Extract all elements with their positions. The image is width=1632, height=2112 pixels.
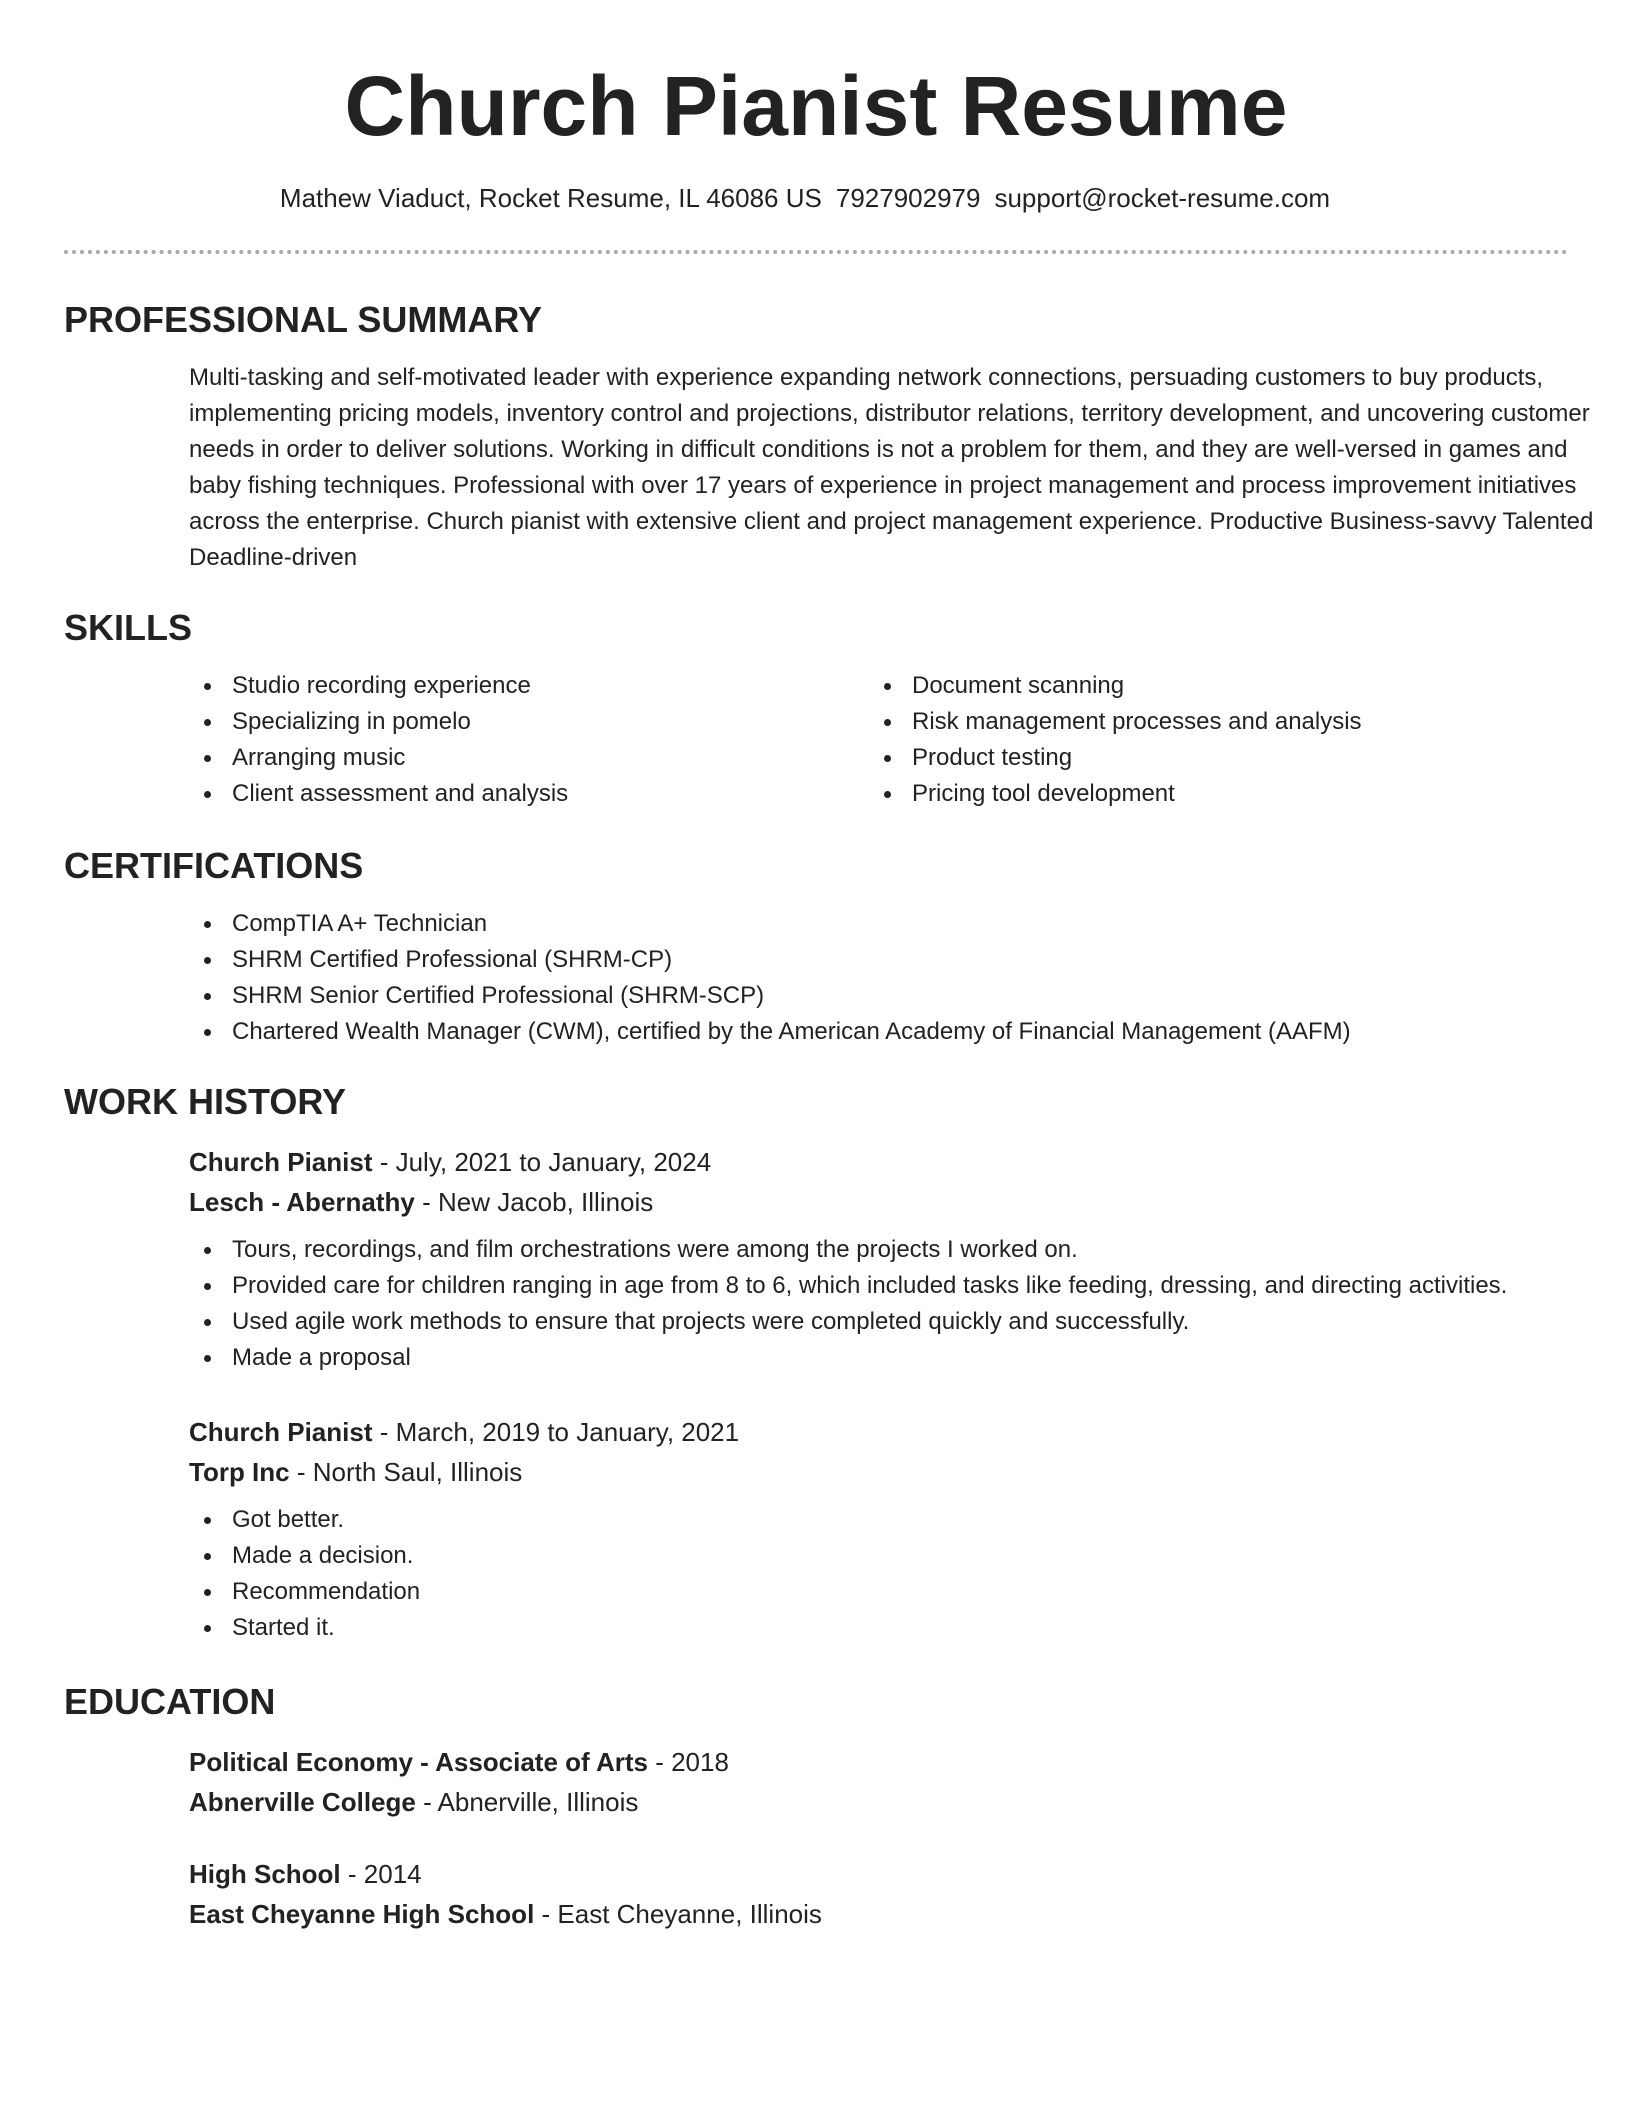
certification-item: Chartered Wealth Manager (CWM), certified by the American Academy of Financial Management (AAFM) (189, 1014, 1568, 1050)
certifications-list (189, 906, 1568, 1050)
job-bullets (189, 1232, 1568, 1376)
contact-line (0, 180, 1610, 216)
education-degree: High School (189, 1859, 341, 1889)
job-bullets (189, 1502, 1568, 1646)
education-school-line (189, 1894, 1568, 1934)
skill-item: Client assessment and analysis (189, 776, 869, 812)
education-school: East Cheyanne High School (189, 1899, 535, 1929)
job-location: - North Saul, Illinois (289, 1457, 523, 1487)
job-bullet: Got better. (189, 1502, 1568, 1538)
job-bullet: Provided care for children ranging in age from 8 to 6, which included tasks like feeding, dressing, and directing activities. (189, 1268, 1568, 1304)
skills-list-right (869, 668, 1549, 812)
education-location: - East Cheyanne, Illinois (534, 1899, 822, 1929)
job-company-line (189, 1182, 1568, 1222)
job-title: Church Pianist (189, 1417, 373, 1447)
skills-section (64, 606, 1568, 812)
job-bullet: Recommendation (189, 1574, 1568, 1610)
education-entry (189, 1742, 1568, 1822)
skill-item: Risk management processes and analysis (869, 704, 1549, 740)
education-heading: EDUCATION (64, 1681, 276, 1722)
job-company-line (189, 1452, 1568, 1492)
job-dates: - July, 2021 to January, 2024 (372, 1147, 712, 1177)
summary-section (64, 298, 1594, 576)
job-dates: - March, 2019 to January, 2021 (372, 1417, 740, 1447)
job-bullet: Tours, recordings, and film orchestrations were among the projects I worked on. (189, 1232, 1568, 1268)
education-entry (189, 1854, 1568, 1934)
certifications-heading: CERTIFICATIONS (64, 845, 364, 886)
education-year: - 2018 (647, 1747, 729, 1777)
work-history-heading: WORK HISTORY (64, 1081, 347, 1122)
job-entry (189, 1142, 1568, 1376)
job-bullet: Used agile work methods to ensure that projects were completed quickly and successfully. (189, 1304, 1568, 1340)
education-section (64, 1680, 1568, 1934)
skill-item: Studio recording experience (189, 668, 869, 704)
certification-item: CompTIA A+ Technician (189, 906, 1568, 942)
education-degree-line (189, 1742, 1568, 1782)
job-title-line (189, 1412, 1568, 1452)
job-company: Lesch - Abernathy (189, 1187, 415, 1217)
summary-heading: PROFESSIONAL SUMMARY (64, 299, 543, 340)
job-title-line (189, 1142, 1568, 1182)
job-bullet: Made a decision. (189, 1538, 1568, 1574)
skills-columns (189, 668, 1568, 812)
summary-text: Multi-tasking and self-motivated leader with experience expanding network connections, persuading customers to buy products, implementing pricing models, inventory control and projections, distributor relations, territory development, and uncovering customer needs in order to deliver solutions. Working in difficult conditions is not a problem for them, and they are well-versed in games and baby fishing techniques. Professional with over 17 years of experience in project management and process improvement initiatives across the enterprise. Church pianist with extensive client and project management experience. Productive Business-savvy Talented Deadline-driven (189, 364, 1594, 571)
job-company: Torp Inc (189, 1457, 290, 1487)
skills-list-left (189, 668, 869, 812)
education-school: Abnerville College (189, 1787, 416, 1817)
certification-item: SHRM Certified Professional (SHRM-CP) (189, 942, 1568, 978)
contact-address: Mathew Viaduct, Rocket Resume, IL 46086 US (279, 183, 822, 213)
education-location: - Abnerville, Illinois (415, 1787, 639, 1817)
skills-heading: SKILLS (64, 607, 193, 648)
certifications-section (64, 844, 1568, 1050)
skill-item: Arranging music (189, 740, 869, 776)
education-degree-line (189, 1854, 1568, 1894)
work-history-section (64, 1080, 1568, 1646)
education-school-line (189, 1782, 1568, 1822)
skill-item: Pricing tool development (869, 776, 1549, 812)
skill-item: Specializing in pomelo (189, 704, 869, 740)
education-degree: Political Economy - Associate of Arts (189, 1747, 648, 1777)
job-location: - New Jacob, Illinois (414, 1187, 654, 1217)
skill-item: Document scanning (869, 668, 1549, 704)
job-entry (189, 1412, 1568, 1646)
resume-title: Church Pianist Resume (344, 59, 1288, 153)
job-bullet: Started it. (189, 1610, 1568, 1646)
contact-phone: 7927902979 (835, 183, 981, 213)
certification-item: SHRM Senior Certified Professional (SHRM-SCP) (189, 978, 1568, 1014)
job-title: Church Pianist (189, 1147, 373, 1177)
skill-item: Product testing (869, 740, 1549, 776)
header-divider (64, 250, 1568, 254)
job-bullet: Made a proposal (189, 1340, 1568, 1376)
education-year: - 2014 (340, 1859, 422, 1889)
contact-email: support@rocket-resume.com (994, 183, 1331, 213)
